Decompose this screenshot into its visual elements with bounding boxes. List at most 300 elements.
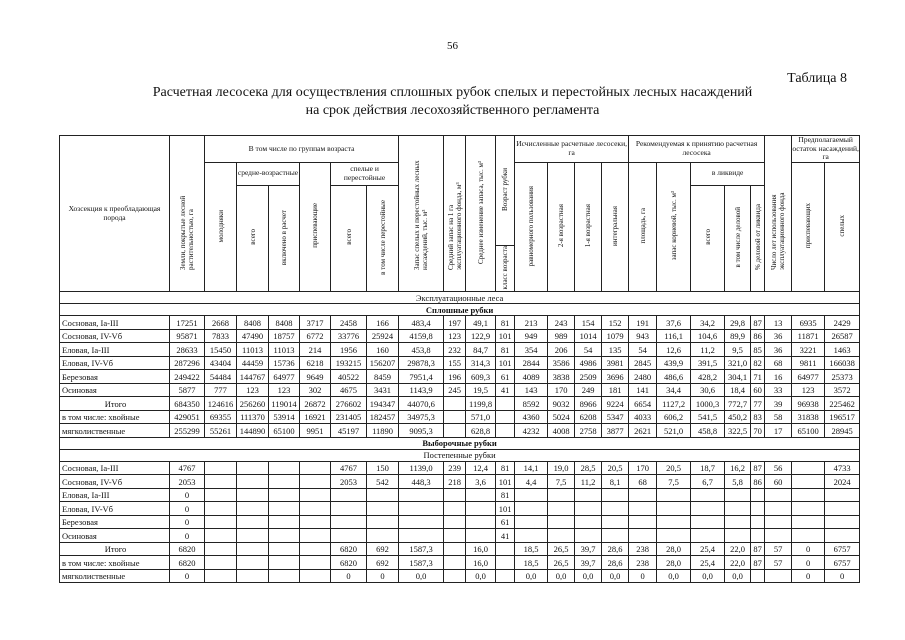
table-cell: 7,5 [548,475,575,489]
table-cell: 4033 [629,410,657,424]
table-cell: 19,5 [466,383,496,397]
table-cell: 14,1 [515,461,548,475]
section-clear-cut: Сплошные рубки [60,304,860,316]
table-cell: 197 [444,316,466,330]
table-cell: 3572 [825,383,860,397]
table-cell: 13 [765,316,792,330]
table-cell: 89,9 [725,329,751,343]
table-cell: 44459 [237,356,269,370]
table-cell: 4,4 [515,475,548,489]
table-cell [751,529,765,543]
table-cell [629,502,657,516]
table-cell [825,529,860,543]
section-row [60,292,860,304]
table-cell [515,529,548,543]
table-cell: 2621 [629,424,657,438]
table-cell: 170 [548,383,575,397]
table-cell [269,488,300,502]
table-cell: 453,8 [399,343,444,357]
table-cell: 0 [170,502,205,516]
table-cell: 11013 [237,343,269,357]
table-cell [237,475,269,489]
table-cell [575,529,602,543]
header-area: Земли, покрытые лесной растительностью, га [170,136,205,292]
table-cell: 44070,6 [399,397,444,411]
table-cell [269,502,300,516]
table-cell: 122,9 [466,329,496,343]
table-cell [237,569,269,583]
section-row [60,304,860,316]
table-cell: 87 [751,316,765,330]
table-cell: 8592 [515,397,548,411]
table-row [60,356,860,370]
table-cell [792,529,825,543]
table-cell: 428,2 [691,370,725,384]
table-cell: 16,0 [466,542,496,556]
table-cell: 39,7 [575,542,602,556]
table-cell: 17251 [170,316,205,330]
table-cell: 4675 [331,383,367,397]
table-cell: 28,6 [602,542,629,556]
table-cell: 39,7 [575,556,602,570]
table-cell [444,515,466,529]
table-cell: 6935 [792,316,825,330]
table-cell: 26872 [300,397,331,411]
section-gradual: Постепенные рубки [60,449,860,461]
table-cell: 57 [765,542,792,556]
table-cell: 170 [629,461,657,475]
table-cell [602,488,629,502]
table-cell [691,529,725,543]
table-cell: 34975,3 [399,410,444,424]
table-cell: 71 [751,370,765,384]
table-cell: 1587,3 [399,542,444,556]
table-cell [725,529,751,543]
page-number: 56 [447,40,458,52]
table-cell: 15736 [269,356,300,370]
table-cell: 87 [751,556,765,570]
table-cell: 11890 [367,424,399,438]
table-cell: 43404 [205,356,237,370]
table-cell [205,502,237,516]
table-cell: 4733 [825,461,860,475]
table-cell: 0,0 [515,569,548,583]
table-cell [331,502,367,516]
header-liq-all: всего [691,185,725,292]
table-row [60,529,860,543]
table-cell [444,556,466,570]
table-cell: 483,4 [399,316,444,330]
table-cell [602,515,629,529]
table-cell: 1143,9 [399,383,444,397]
title-line-2: на срок действия лесохозяйственного регламента [305,103,600,118]
table-cell [269,556,300,570]
row-name: Сосновая, IV-Vб [60,475,170,489]
row-name: в том числе: хвойные [60,410,170,424]
table-cell [205,475,237,489]
table-cell: 28,5 [575,461,602,475]
table-cell: 0,0 [575,569,602,583]
table-cell [205,556,237,570]
table-cell: 0,0 [548,569,575,583]
table-cell: 182457 [367,410,399,424]
table-cell: 9095,3 [399,424,444,438]
table-cell [237,461,269,475]
table-cell: 0,0 [725,569,751,583]
title-line-1: Расчетная лесосека для осуществления сплошных рубок спелых и перестойных лесных насаждений [152,85,753,100]
table-cell [496,556,515,570]
table-cell: 60 [765,475,792,489]
row-name: Березовая [60,515,170,529]
table-cell: 0,0 [399,569,444,583]
table-cell: 18,7 [691,461,725,475]
table-cell: 0,0 [691,569,725,583]
table-cell: 0 [170,529,205,543]
table-cell [765,488,792,502]
table-label: Таблица 8 [787,71,847,86]
table-cell [792,475,825,489]
table-cell [444,542,466,556]
table-cell [269,475,300,489]
section-selective: Выборочные рубки [60,437,860,449]
table-cell: 0,0 [466,569,496,583]
table-cell [444,502,466,516]
table-cell [657,515,691,529]
table-cell [765,569,792,583]
table-cell: 33 [765,383,792,397]
row-name: Еловая, IV-Vб [60,502,170,516]
table-cell: 429051 [170,410,205,424]
table-row [60,502,860,516]
header-class-age: класс возраста [496,245,515,292]
row-name: Сосновая, Iа-III [60,316,170,330]
table-cell: 181 [602,383,629,397]
table-cell: 123 [444,329,466,343]
header-stock: Запас спелых и перестойных лесных насаждений, тыс. м³ [399,136,444,292]
table-cell [269,515,300,529]
table-cell: 84,7 [466,343,496,357]
row-name: Березовая [60,370,170,384]
table-cell: 64977 [269,370,300,384]
table-cell: 22,0 [725,542,751,556]
table-cell [269,542,300,556]
table-cell [367,515,399,529]
table-cell: 152 [602,316,629,330]
table-cell: 6757 [825,556,860,570]
table-cell: 243 [548,316,575,330]
table-cell: 12,4 [466,461,496,475]
header-calc-integral: интегральная [602,162,629,292]
table-cell: 196517 [825,410,860,424]
header-rec: Рекомендуемая к принятию расчетная лесосека [629,136,765,163]
table-cell: 321,0 [725,356,751,370]
table-cell: 9951 [300,424,331,438]
table-cell: 18,4 [725,383,751,397]
table-cell: 5,8 [725,475,751,489]
table-cell: 609,3 [466,370,496,384]
gradual-cut-rows [60,461,860,583]
table-cell: 4008 [548,424,575,438]
table-cell: 61 [496,515,515,529]
table-cell: 218 [444,475,466,489]
header-cut-age: Возраст рубки [496,136,515,246]
table-cell: 77 [751,397,765,411]
table-cell: 30,6 [691,383,725,397]
table-cell [751,515,765,529]
table-cell: 16,2 [725,461,751,475]
table-cell: 0 [367,569,399,583]
table-cell: 9649 [300,370,331,384]
table-cell: 3696 [602,370,629,384]
table-cell [548,488,575,502]
header-rec-area: площадь, га [629,162,657,292]
table-cell [399,488,444,502]
table-cell: 81 [496,343,515,357]
table-cell [237,488,269,502]
header-row-1 [60,136,860,163]
table-cell: 9811 [792,356,825,370]
table-cell [399,502,444,516]
table-cell [496,397,515,411]
table-cell: 96938 [792,397,825,411]
table-row [60,424,860,438]
table-cell: 87 [751,542,765,556]
table-cell: 81 [496,461,515,475]
row-name: Еловая, IV-Vб [60,356,170,370]
table-cell [331,529,367,543]
table-cell: 56 [765,461,792,475]
table-cell: 628,8 [466,424,496,438]
table-cell [548,515,575,529]
table-cell: 1139,0 [399,461,444,475]
row-name: Осиновая [60,383,170,397]
row-name: Еловая, Iа-III [60,343,170,357]
table-cell: 41 [496,383,515,397]
table-cell [548,529,575,543]
row-name: Итого [60,397,170,411]
table-cell: 3717 [300,316,331,330]
table-cell: 0 [792,556,825,570]
table-cell [466,529,496,543]
table-cell [205,461,237,475]
row-name: Сосновая, Iа-III [60,461,170,475]
table-cell: 276602 [331,397,367,411]
table-cell: 8459 [367,370,399,384]
table-cell: 194347 [367,397,399,411]
table-cell [300,488,331,502]
table-cell [237,542,269,556]
table-cell: 6218 [300,356,331,370]
selective-header [60,437,860,461]
table-cell [331,515,367,529]
table-cell [444,488,466,502]
table-cell: 1014 [575,329,602,343]
table-cell: 1000,3 [691,397,725,411]
table-cell [444,569,466,583]
table-cell: 213 [515,316,548,330]
table-cell [300,569,331,583]
table-cell: 3877 [602,424,629,438]
table-cell: 5024 [548,410,575,424]
table-cell: 150 [367,461,399,475]
table-cell: 104,6 [691,329,725,343]
table-cell: 6208 [575,410,602,424]
table-cell: 521,0 [657,424,691,438]
header-young: молодняки [205,162,237,292]
table-cell: 7,5 [657,475,691,489]
table-cell [515,515,548,529]
table-cell: 304,1 [725,370,751,384]
table-cell: 143 [515,383,548,397]
table-cell: 3431 [367,383,399,397]
table-cell: 41 [496,529,515,543]
table-cell: 8966 [575,397,602,411]
table-cell: 61 [496,370,515,384]
table-cell: 81 [496,316,515,330]
table-cell: 448,3 [399,475,444,489]
table-cell: 5347 [602,410,629,424]
table-cell [269,529,300,543]
table-cell [751,502,765,516]
table-row [60,475,860,489]
table-cell [825,502,860,516]
table-cell: 111370 [237,410,269,424]
table-cell: 4159,8 [399,329,444,343]
table-cell: 60 [751,383,765,397]
table-cell: 16,0 [466,556,496,570]
table-cell: 0 [792,542,825,556]
table-cell: 116,1 [657,329,691,343]
table-cell: 0 [331,569,367,583]
table-cell: 70 [751,424,765,438]
table-cell [444,424,466,438]
table-cell: 1127,2 [657,397,691,411]
table-cell [205,542,237,556]
table-cell [205,569,237,583]
table-cell [496,424,515,438]
table-cell [548,502,575,516]
table-cell: 37,6 [657,316,691,330]
table-cell [575,488,602,502]
table-cell: 450,2 [725,410,751,424]
table-cell [725,502,751,516]
clear-cut-rows [60,316,860,438]
table-cell: 3838 [548,370,575,384]
table-cell: 3,6 [466,475,496,489]
section-row [60,449,860,461]
table-cell: 214 [300,343,331,357]
table-cell: 29,8 [725,316,751,330]
table-cell: 196 [444,370,466,384]
table-cell [751,569,765,583]
table-cell: 11,2 [575,475,602,489]
table-cell: 28633 [170,343,205,357]
table-cell: 8408 [269,316,300,330]
header-middle-incl: включено в расчет [269,185,300,292]
table-cell: 49,1 [466,316,496,330]
table-cell: 101 [496,356,515,370]
table-cell [496,569,515,583]
table-cell: 232 [444,343,466,357]
table-cell: 541,5 [691,410,725,424]
table-cell: 123 [269,383,300,397]
table-cell: 20,5 [602,461,629,475]
table-cell: 225462 [825,397,860,411]
row-name: Осиновая [60,529,170,543]
table-row [60,397,860,411]
table-cell: 144767 [237,370,269,384]
table-cell: 692 [367,542,399,556]
table-cell: 2668 [205,316,237,330]
table-cell: 5877 [170,383,205,397]
table-cell: 144890 [237,424,269,438]
table-cell: 9032 [548,397,575,411]
table-cell [691,502,725,516]
table-cell [825,488,860,502]
table-cell: 28,6 [602,556,629,570]
table-cell: 606,2 [657,410,691,424]
table-cell: 19,0 [548,461,575,475]
table-cell: 354 [515,343,548,357]
header-liq-incl: в том числе деловой [725,185,751,292]
table-cell [444,529,466,543]
table-cell [792,515,825,529]
table-cell [237,529,269,543]
table-row [60,383,860,397]
table-cell: 18757 [269,329,300,343]
table-cell: 193215 [331,356,367,370]
table-cell: 256260 [237,397,269,411]
table-cell [269,569,300,583]
table-cell: 949 [515,329,548,343]
table-cell [792,502,825,516]
header-middle-all: всего [237,185,269,292]
table-cell: 245 [444,383,466,397]
table-cell: 16 [765,370,792,384]
table-cell: 45197 [331,424,367,438]
table-cell: 119014 [269,397,300,411]
table-cell: 155 [444,356,466,370]
table-cell [444,410,466,424]
table-cell: 772,7 [725,397,751,411]
table-cell: 65100 [792,424,825,438]
table-cell: 238 [629,556,657,570]
table-cell [515,488,548,502]
header-rec-stock: запас корневой, тыс. м³ [657,162,691,292]
table-row [60,343,860,357]
table-cell: 6,7 [691,475,725,489]
table-cell: 33776 [331,329,367,343]
header-prematurity: приспевающие [300,162,331,292]
table-row [60,488,860,502]
table-cell [300,502,331,516]
table-cell: 692 [367,556,399,570]
table-cell: 95871 [170,329,205,343]
header-farm: Хозсекция к преобладающая порода [60,136,170,292]
table-cell [237,556,269,570]
table-cell [300,556,331,570]
table-cell [300,515,331,529]
table-row [60,461,860,475]
table-cell [629,488,657,502]
table-cell: 11013 [269,343,300,357]
header-years: Число лет использования эксплуатационного фонда [765,136,792,292]
table-cell: 287296 [170,356,205,370]
table-cell [691,488,725,502]
table-cell: 1463 [825,343,860,357]
table-cell: 1956 [331,343,367,357]
table-cell: 15450 [205,343,237,357]
